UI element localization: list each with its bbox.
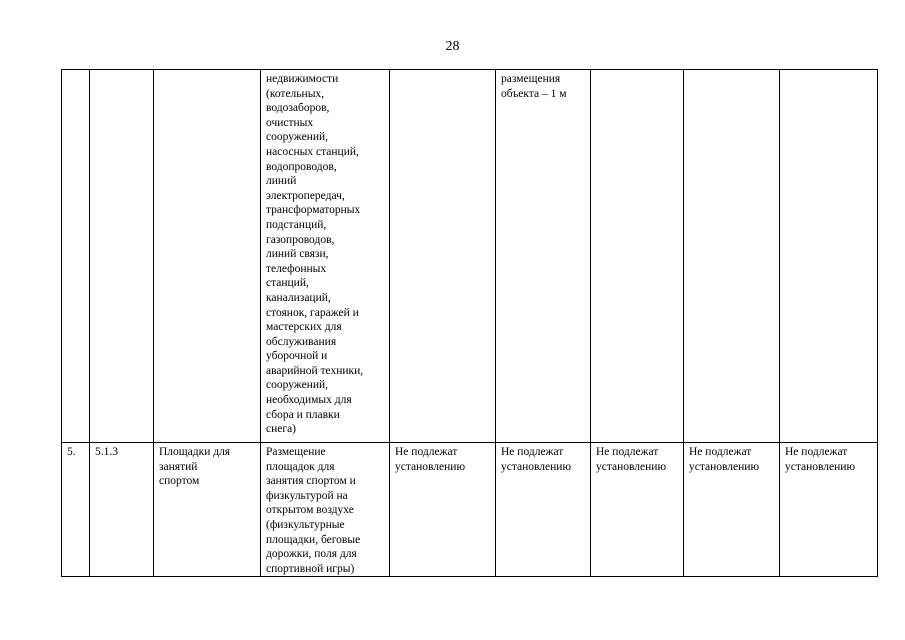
table-cell: Площадки для занятий спортом	[154, 443, 261, 577]
table-cell: Не подлежат установлению	[496, 443, 591, 577]
table-cell: Размещение площадок для занятия спортом и физкультурой на открытом воздухе (физкультурные площадки, беговые дорожки, поля для спортивной игры)	[261, 443, 390, 577]
table-cell	[154, 70, 261, 443]
table-cell: размещения объекта – 1 м	[496, 70, 591, 443]
table-cell	[780, 70, 878, 443]
table-cell: 5.	[62, 443, 90, 577]
table-cell: 5.1.3	[90, 443, 154, 577]
table-cell: недвижимости (котельных, водозаборов, очистных сооружений, насосных станций, водопроводов, линий электропередач, трансформаторных подстанций, газопроводов, линий связи, телефонных станций, канализаций, стоянок, гаражей и мастерских для обслуживания уборочной и аварийной техники, сооружений, необходимых для сбора и плавки снега)	[261, 70, 390, 443]
table-cell	[90, 70, 154, 443]
table-row	[62, 443, 878, 577]
table-cell: Не подлежат установлению	[780, 443, 878, 577]
regulations-table	[61, 69, 878, 577]
table-cell	[684, 70, 780, 443]
table-cell: Не подлежат установлению	[390, 443, 496, 577]
table-row	[62, 70, 878, 443]
table-cell	[62, 70, 90, 443]
table-cell	[591, 70, 684, 443]
table-cell	[390, 70, 496, 443]
table-cell: Не подлежат установлению	[684, 443, 780, 577]
page-number: 28	[445, 39, 460, 54]
table-cell: Не подлежат установлению	[591, 443, 684, 577]
